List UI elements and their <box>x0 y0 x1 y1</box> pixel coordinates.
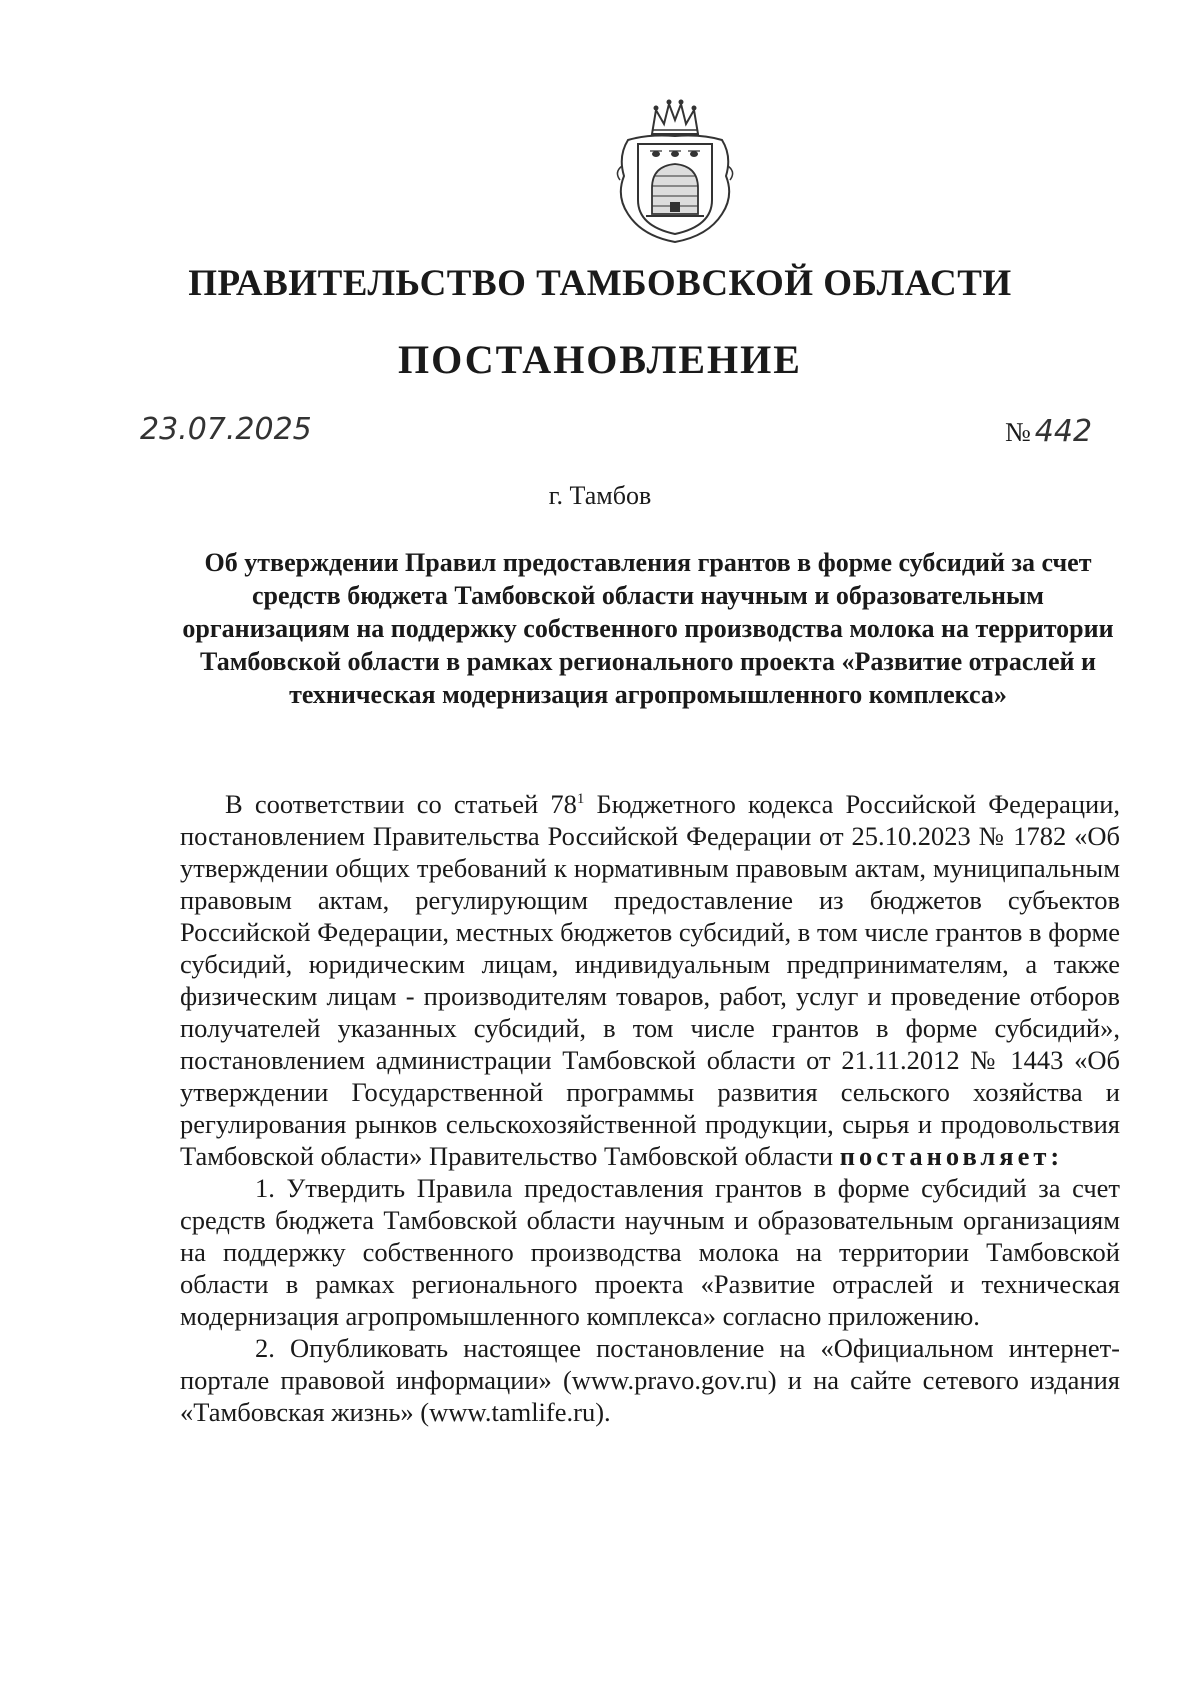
document-number <box>1005 414 1092 449</box>
resolves-keyword: постановляет: <box>839 1141 1064 1171</box>
resolution-item-1: 1. Утвердить Правила предоставления грантов в форме субсидий за счет средств бюджета Тамбовской области научным и образовательным организациям на поддержку собственного производства молока на территории Тамбовской области в рамках регионального проекта «Развитие отраслей и техническая модернизация агропромышленного комплекса» согласно приложению. <box>180 1173 1120 1331</box>
article-superscript: 1 <box>576 791 585 808</box>
document-city: г. Тамбов <box>548 481 652 510</box>
number-value: 442 <box>1034 414 1093 449</box>
resolution-item-2: 2. Опубликовать настоящее постановление на «Официальном интернет-портале правовой информации» (www.pravo.gov.ru) и на сайте сетевого издания «Тамбовская жизнь» (www.tamlife.ru). <box>180 1333 1120 1427</box>
preamble-paragraph <box>180 788 1120 1172</box>
document-title: Об утверждении Правил предоставления грантов в форме субсидий за счет средств бюджета Тамбовской области научным и образовательным организациям на поддержку собственного производства молока на территории Тамбовской области в рамках регионального проекта «Развитие отраслей и техническая модернизация агропромышленного комплекса» <box>182 548 1114 709</box>
coat-of-arms-icon <box>612 96 738 246</box>
organization-name: ПРАВИТЕЛЬСТВО ТАМБОВСКОЙ ОБЛАСТИ <box>188 263 1012 304</box>
preamble-rest: Бюджетного кодекса Российской Федерации, постановлением Правительства Российской Федерации от 25.10.2023 № 1782 «Об утверждении общих требований к нормативным правовым актам, муниципальным правовым актам, регулирующим предоставление из бюджетов субъектов Российской Федерации, местных бюджетов субсидий, в том числе грантов в форме субсидий, юридическим лицам, индивидуальным предпринимателям, а также физическим лицам - производителям товаров, работ, услуг и проведение отборов получателей указанных субсидий, в том числе грантов в форме субсидий», постановлением администрации Тамбовской области от 21.11.2012 № 1443 «Об утверждении Государственной программы развития сельского хозяйства и регулирования рынков сельскохозяйственной продукции, сырья и продовольствия Тамбовской области» Правительство Тамбовской области <box>180 789 1121 1171</box>
document-date: 23.07.2025 <box>140 412 312 447</box>
document-body <box>180 788 1120 1428</box>
preamble-start: В соответствии со статьей 78 <box>225 789 577 819</box>
number-prefix: № <box>1005 417 1031 447</box>
document-type: ПОСТАНОВЛЕНИЕ <box>398 337 802 382</box>
